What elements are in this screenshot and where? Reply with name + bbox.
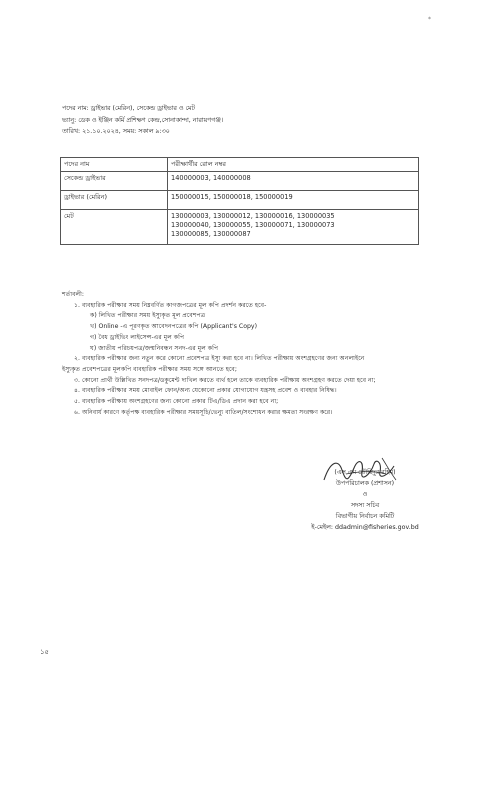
roll-number-table bbox=[60, 157, 419, 245]
venue-line: ভ্যানু: ডেক ও ইঞ্জিন কর্মি প্রশিক্ষণ কেন্দ্র,সোনাকান্দা, নারায়ণগঞ্জ। bbox=[62, 116, 223, 124]
post-name: ড্রাইভার (মেরিন) bbox=[61, 191, 168, 210]
date-line: তারিখ: ২১.১০.২০২৪, সময়: সকাল ৯:৩০ bbox=[62, 128, 170, 135]
conditions-title: শর্তাবলী: bbox=[62, 291, 85, 298]
signature-block bbox=[290, 467, 440, 533]
header-rolls: পরীক্ষার্থীর রোল নম্বর bbox=[168, 158, 419, 172]
notice-header bbox=[62, 103, 442, 138]
table-header-row bbox=[61, 158, 419, 172]
signatory-conjunction: ও bbox=[362, 491, 368, 498]
roll-line: 140000003, 140000008 bbox=[171, 174, 251, 182]
condition-item: ৪. ব্যবহারিক পরীক্ষার সময় মোবাইল ফোন/অন্য যেকোনো প্রকার যোগাযোগ যন্ত্রসহ প্রবেশ ও ব্যবহার নিষিদ্ধ। bbox=[74, 387, 337, 395]
table-row bbox=[61, 191, 419, 210]
header-post: পদের নাম bbox=[61, 158, 168, 172]
signatory-designation: উপপরিচালক (প্রশাসন) bbox=[335, 480, 395, 487]
condition-subitem: গ) বৈধ ড্রাইভিং লাইসেন্স-এর মূল কপি bbox=[90, 333, 185, 341]
condition-item: ৫. ব্যবহারিক পরীক্ষায় অংশগ্রহণের জন্য কোনো প্রকার টিএ/ডিএ প্রদান করা হবে না; bbox=[74, 398, 279, 406]
roll-line: 130000085, 130000087 bbox=[171, 230, 251, 238]
roll-line: 150000015, 150000018, 150000019 bbox=[171, 193, 293, 201]
signatory-role: সদস্য সচিব bbox=[350, 502, 380, 509]
condition-item-continued: ইস্যুকৃত প্রবেশপত্রের মূলকপি ব্যবহারিক পরীক্ষার সময় সঙ্গে আনতে হবে; bbox=[62, 365, 237, 373]
roll-numbers bbox=[168, 191, 419, 210]
conditions-section bbox=[62, 290, 432, 418]
post-line: পদের নাম: ড্রাইভার (মেরিন), সেকেন্ড ড্রাইভার ও মেট bbox=[62, 105, 195, 112]
signatory-name: (এস এম তৌহিদুর রহিম) bbox=[334, 469, 396, 476]
post-name: মেট bbox=[61, 210, 168, 245]
roll-numbers bbox=[168, 172, 419, 191]
roll-line: 130000003, 130000012, 130000016, 130000035 bbox=[171, 212, 335, 220]
signatory-email: ই-মেইল: ddadmin@fisheries.gov.bd bbox=[311, 524, 419, 531]
condition-subitem: ঘ) জাতীয় পরিচয়পত্র/জন্মনিবন্ধন সনদ-এর মূল কপি bbox=[90, 344, 219, 352]
condition-item: ২. ব্যবহারিক পরীক্ষার জন্য নতুন করে কোনো প্রবেশপত্র ইস্যু করা হবে না। লিখিত পরীক্ষায় অংশগ্রহণের জন্য অনলাইনে bbox=[74, 355, 365, 363]
corner-mark: * bbox=[428, 16, 431, 23]
table-row bbox=[61, 172, 419, 191]
condition-item: ৬. অনিবার্য কারণে কর্তৃপক্ষ ব্যবহারিক পরীক্ষার সময়সূচি/ভেন্যু বাতিল/সংশোধন করার ক্ষমতা সংরক্ষণ করে। bbox=[74, 408, 333, 416]
roll-numbers bbox=[168, 210, 419, 245]
condition-item: ১. ব্যবহারিক পরীক্ষার সময় নিম্নবর্ণিত কাগজপত্রের মূল কপি প্রদর্শন করতে হবে- bbox=[74, 301, 267, 309]
condition-subitem: ক) লিখিত পরীক্ষার সময় ইস্যুকৃত মূল প্রবেশপত্র bbox=[90, 312, 206, 320]
roll-line: 130000040, 130000055, 130000071, 130000073 bbox=[171, 221, 335, 229]
condition-subitem: খ) Online -এ পূরণকৃত আবেদনপত্রের কপি (Applicant's Copy) bbox=[90, 323, 258, 331]
condition-item: ৩. কোনো প্রার্থী উল্লিখিত সনদপত্র/ডকুমেন্ট দাখিল করতে ব্যর্থ হলে তাকে ব্যবহারিক পরীক্ষায় অংশগ্রহণ করতে দেয়া হবে না; bbox=[74, 376, 376, 384]
signatory-committee: বিভাগীয় নির্বাচন কমিটি bbox=[335, 513, 395, 520]
table-row bbox=[61, 210, 419, 245]
post-name: সেকেন্ড ড্রাইভার bbox=[61, 172, 168, 191]
page-number: ১৫ bbox=[40, 648, 49, 656]
